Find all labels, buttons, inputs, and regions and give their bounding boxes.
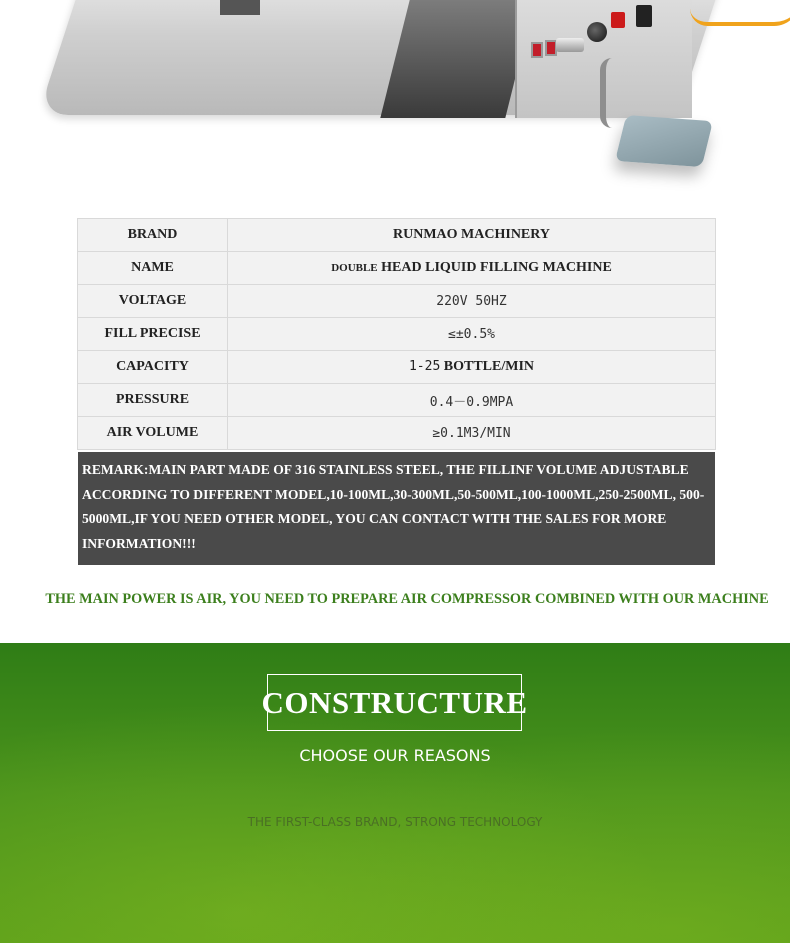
spec-value-prefix: 1-25 xyxy=(408,359,441,374)
banner-subtitle: CHOOSE OUR REASONS xyxy=(299,746,491,765)
spec-value: ≥0.1M3/MIN xyxy=(228,417,716,450)
remark-box: REMARK:MAIN PART MADE OF 316 STAINLESS STEEL, THE FILLINF VOLUME ADJUSTABLE ACCORDING TO DIFFERENT MODEL,10-100ML,30-300ML,50-500ML,100-1000ML,250-2500ML, 500-5000ML,IF YOU NEED OTHER MODEL, YOU CAN CONTACT WITH THE SALES FOR MORE INFORMATION!!! xyxy=(78,452,715,565)
table-row xyxy=(78,318,716,351)
machine-strip xyxy=(220,0,260,15)
table-row xyxy=(78,285,716,318)
spec-value-main: BOTTLE/MIN xyxy=(443,359,535,374)
table-row xyxy=(78,417,716,450)
spec-label: AIR VOLUME xyxy=(78,417,228,450)
table-row xyxy=(78,219,716,252)
table-row xyxy=(78,252,716,285)
power-socket xyxy=(636,5,652,27)
banner-title: CONSTRUCTURE xyxy=(267,674,522,731)
spec-label: BRAND xyxy=(78,219,228,252)
spec-label: VOLTAGE xyxy=(78,285,228,318)
spec-value: RUNMAO MACHINERY xyxy=(228,219,716,252)
spec-label: CAPACITY xyxy=(78,351,228,384)
pedal-cable xyxy=(600,58,628,128)
air-fitting xyxy=(556,38,584,52)
spec-value-prefix: DOUBLE xyxy=(331,262,378,274)
table-row xyxy=(78,384,716,417)
constructure-banner xyxy=(0,643,790,943)
spec-label: NAME xyxy=(78,252,228,285)
control-knob xyxy=(587,22,607,42)
spec-value: 220V 50HZ xyxy=(228,285,716,318)
red-switch xyxy=(611,12,625,28)
spec-label: PRESSURE xyxy=(78,384,228,417)
air-power-notice: THE MAIN POWER IS AIR, YOU NEED TO PREPARE AIR COMPRESSOR COMBINED WITH OUR MACHINE xyxy=(45,591,769,607)
spec-value-main: HEAD LIQUID FILLING MACHINE xyxy=(381,260,612,275)
table-row xyxy=(78,351,716,384)
spec-value: ≤±0.5% xyxy=(228,318,716,351)
product-photo xyxy=(0,0,790,200)
spec-value: 0.4－0.9MPA xyxy=(228,384,716,417)
foot-pedal xyxy=(615,115,713,167)
air-hose xyxy=(690,0,790,26)
spec-label: FILL PRECISE xyxy=(78,318,228,351)
terminal-jack xyxy=(531,42,543,58)
spec-table xyxy=(77,218,716,450)
banner-tagline: THE FIRST-CLASS BRAND, STRONG TECHNOLOGY xyxy=(247,815,543,829)
spec-value xyxy=(228,351,716,384)
spec-value xyxy=(228,252,716,285)
